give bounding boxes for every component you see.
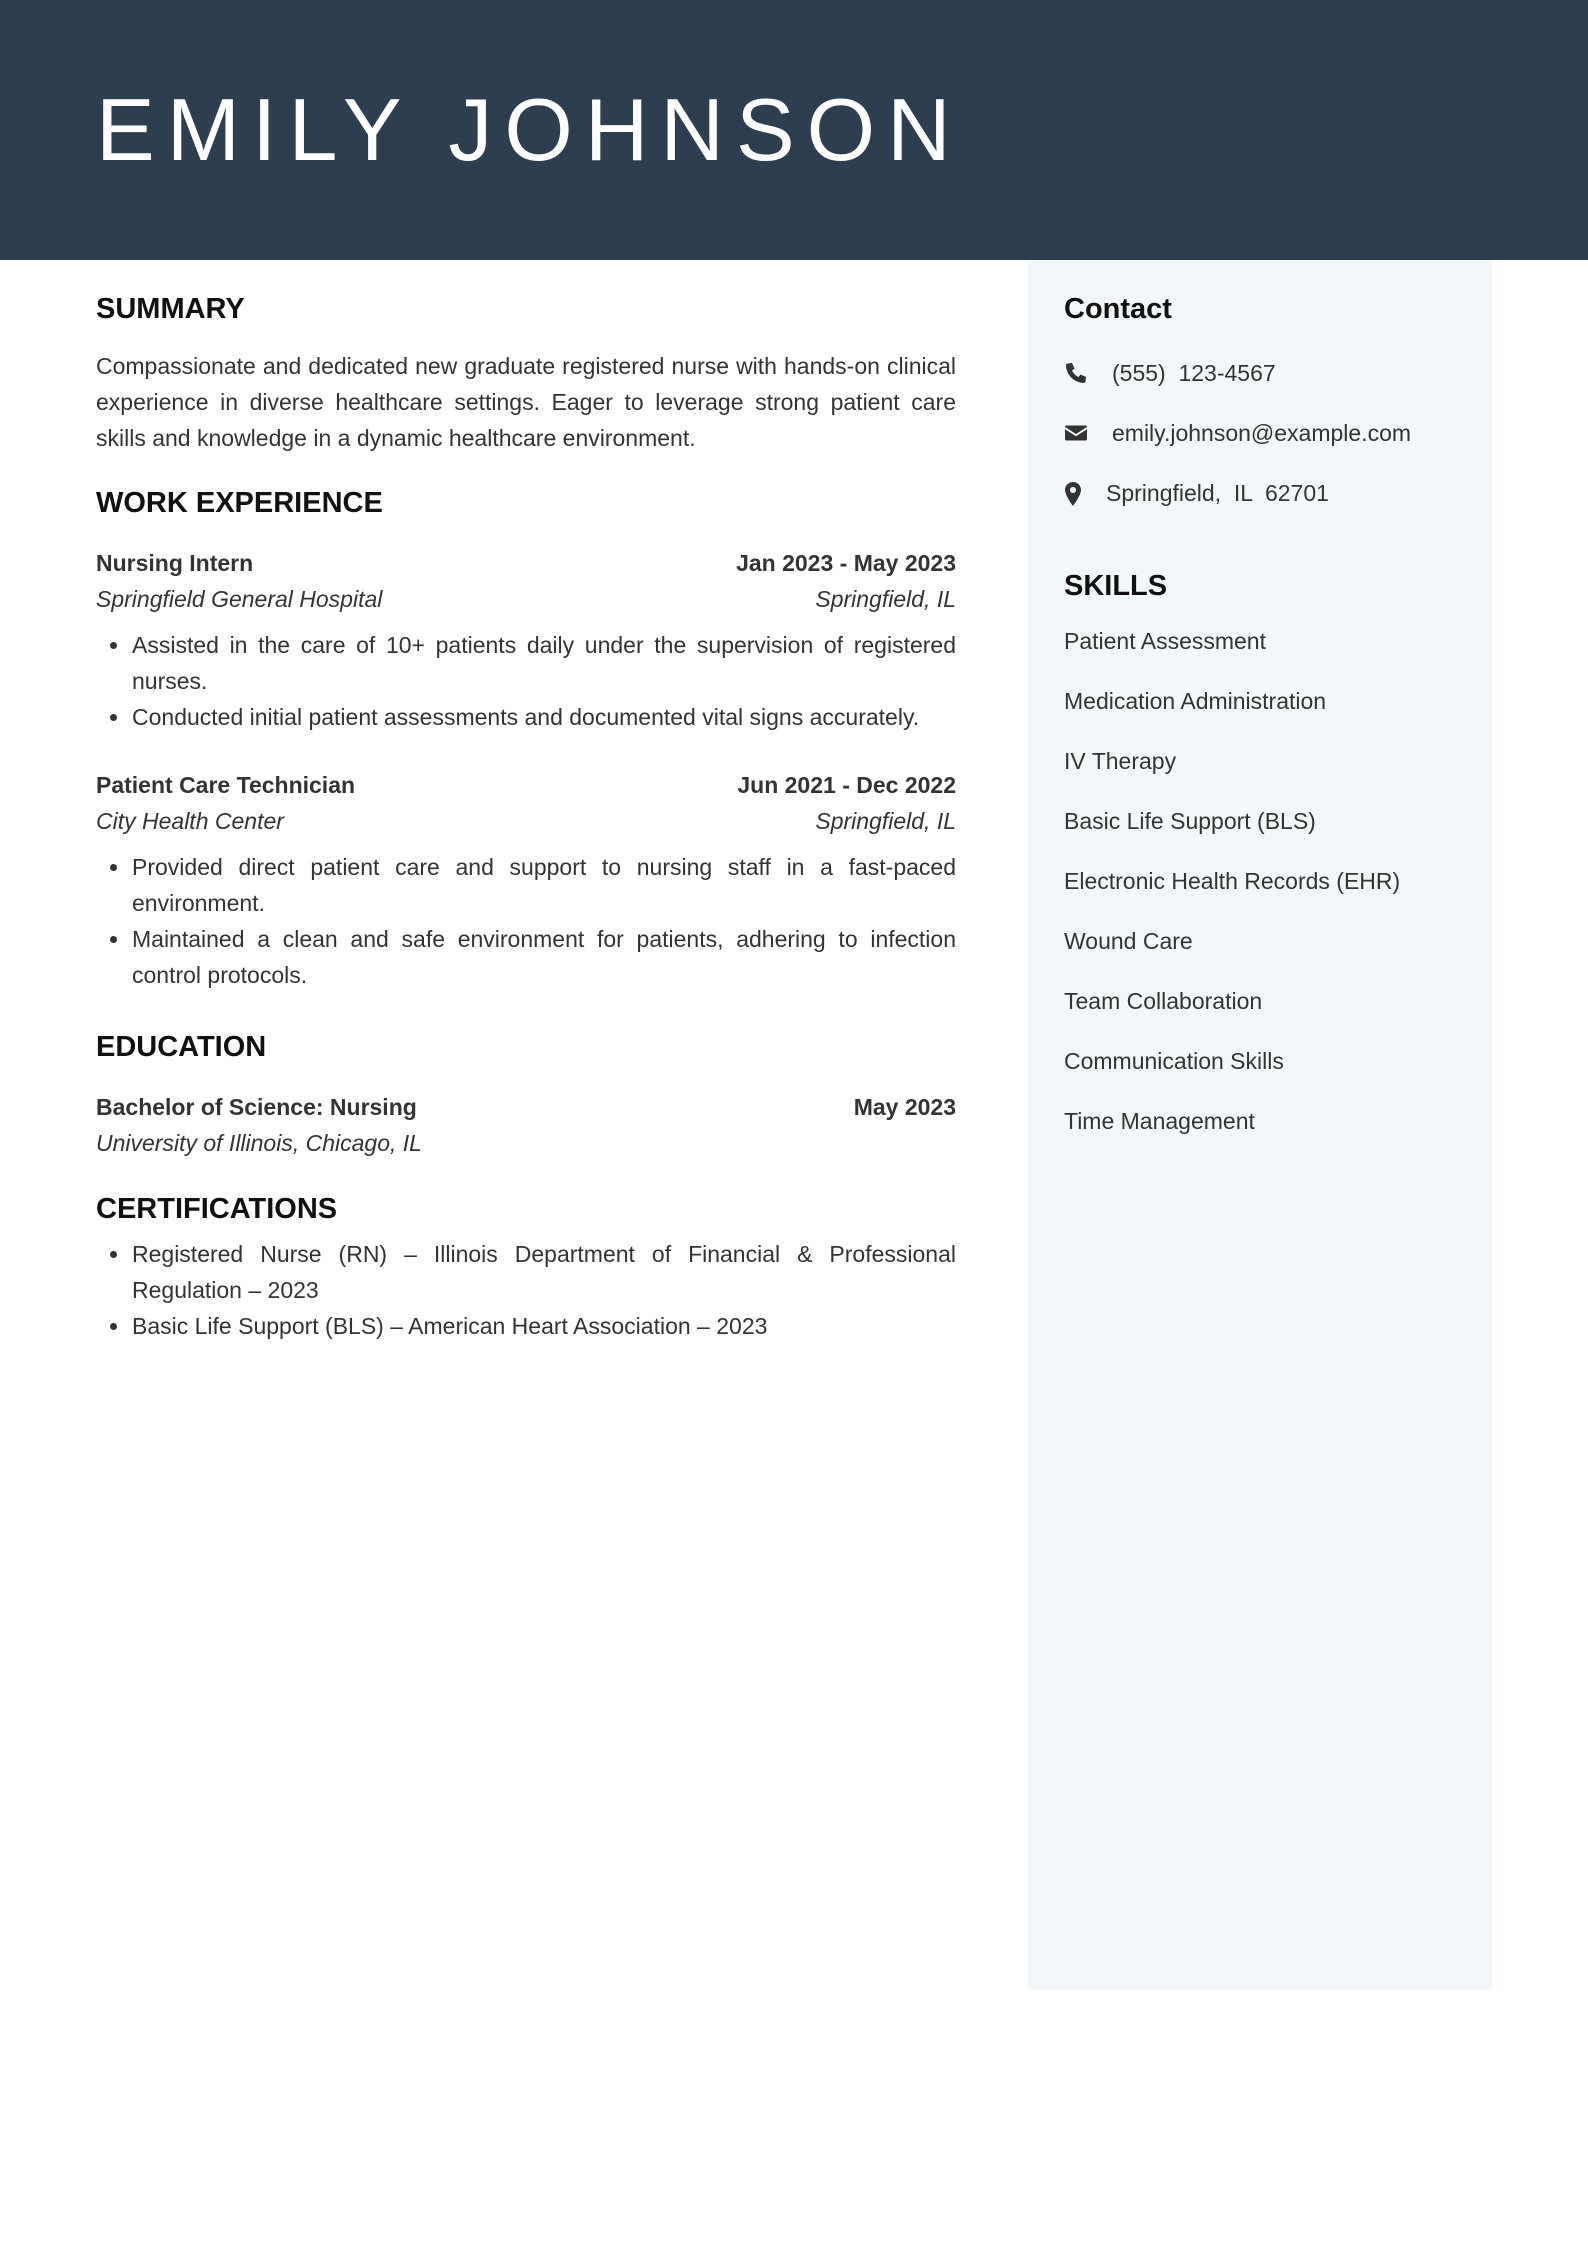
skill-item: Electronic Health Records (EHR)	[1064, 868, 1401, 894]
job-bullet: • Provided direct patient care and support to nursing staff in a fast-paced environment.	[131, 849, 956, 921]
sidebar-content	[1064, 260, 1484, 1163]
contact-location	[1064, 475, 1484, 511]
education-school: University of Illinois, Chicago, IL	[96, 1130, 422, 1156]
education-heading: EDUCATION	[96, 1031, 267, 1063]
education-school-row	[96, 1125, 956, 1161]
job-entry	[96, 767, 956, 993]
certification-item: • Basic Life Support (BLS) – American Heart Association – 2023	[131, 1308, 956, 1344]
header-banner	[0, 0, 1588, 260]
main-column	[96, 260, 956, 1344]
job-organization: Springfield General Hospital	[96, 586, 383, 612]
map-marker-icon	[1064, 481, 1106, 505]
skill-item: Medication Administration	[1064, 688, 1327, 714]
contact-heading: Contact	[1064, 293, 1172, 325]
skill-item: Wound Care	[1064, 928, 1193, 954]
contact-phone-text: (555) 123-4567	[1112, 360, 1276, 386]
job-dates: Jan 2023 - May 2023	[736, 550, 956, 576]
certification-item: • Registered Nurse (RN) – Illinois Department of Financial & Professional Regulation – 2023	[131, 1236, 956, 1308]
job-entry	[96, 545, 956, 735]
skill-item: Patient Assessment	[1064, 628, 1266, 654]
skills-list	[1064, 623, 1484, 1139]
job-bullet: • Conducted initial patient assessments and documented vital signs accurately.	[131, 699, 956, 735]
contact-location-text: Springfield, IL 62701	[1106, 480, 1329, 506]
contact-email	[1064, 415, 1484, 451]
job-bullet: • Maintained a clean and safe environment for patients, adhering to infection control protocols.	[131, 921, 956, 993]
education-entry	[96, 1089, 956, 1161]
skill-item: Basic Life Support (BLS)	[1064, 808, 1316, 834]
job-location: Springfield, IL	[815, 808, 956, 834]
education-degree: Bachelor of Science: Nursing	[96, 1094, 417, 1120]
sidebar	[1028, 260, 1492, 1990]
candidate-name: EMILY JOHNSON	[96, 80, 963, 179]
skill-item: Time Management	[1064, 1108, 1255, 1134]
contact-phone	[1064, 355, 1484, 391]
job-title-row	[96, 767, 956, 803]
job-title-row	[96, 545, 956, 581]
certifications-heading: CERTIFICATIONS	[96, 1193, 338, 1225]
phone-icon	[1064, 361, 1112, 385]
work-experience-heading: WORK EXPERIENCE	[96, 487, 383, 519]
summary-heading: SUMMARY	[96, 293, 245, 325]
job-dates: Jun 2021 - Dec 2022	[737, 772, 956, 798]
job-title: Patient Care Technician	[96, 772, 356, 798]
skills-heading: SKILLS	[1064, 570, 1168, 602]
job-org-row	[96, 803, 956, 839]
skill-item: Team Collaboration	[1064, 988, 1263, 1014]
contact-email-text: emily.johnson@example.com	[1112, 420, 1412, 446]
envelope-icon	[1064, 421, 1112, 445]
job-org-row	[96, 581, 956, 617]
job-bullet: • Assisted in the care of 10+ patients daily under the supervision of registered nurses.	[131, 627, 956, 699]
skill-item: Communication Skills	[1064, 1048, 1284, 1074]
education-degree-row	[96, 1089, 956, 1125]
job-location: Springfield, IL	[815, 586, 956, 612]
job-title: Nursing Intern	[96, 550, 254, 576]
education-date: May 2023	[853, 1094, 956, 1120]
job-organization: City Health Center	[96, 808, 284, 834]
skill-item: IV Therapy	[1064, 748, 1177, 774]
certifications-list	[96, 1236, 956, 1344]
summary-text: Compassionate and dedicated new graduate registered nurse with hands-on clinical experience in diverse healthcare settings. Eager to leverage strong patient care skills and knowledge in a dynamic healthcare environment.	[96, 353, 956, 451]
job-bullets	[96, 627, 956, 735]
job-bullets	[96, 849, 956, 993]
